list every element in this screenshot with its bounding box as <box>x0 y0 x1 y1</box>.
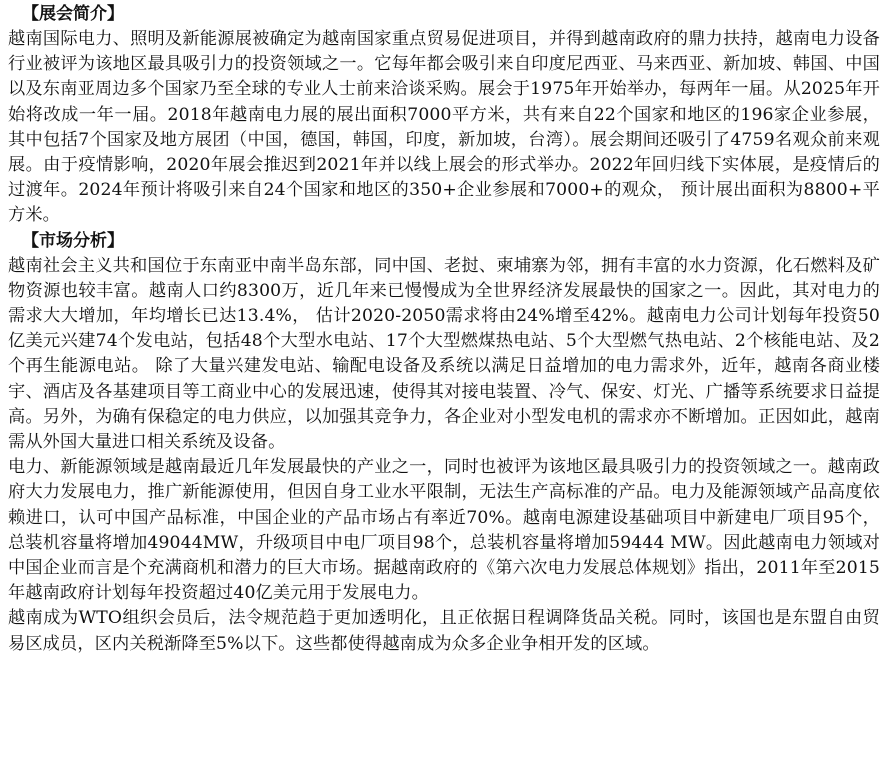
paragraph-exhibition-intro: 越南国际电力、照明及新能源展被确定为越南国家重点贸易促进项目，并得到越南政府的鼎力扶持，越南电力设备行业被评为该地区最具吸引力的投资领域之一。它每年都会吸引来自印度尼西亚、马来西亚、新加坡、韩国、中国以及东南亚周边多个国家乃至全球的专业人士前来洽谈采购。展会于1975年开始举办，每两年一届。从2025年开始将改成一年一届。2018年越南电力展的展出面积7000平方米，共有来自22个国家和地区的196家企业参展，其中包括7个国家及地方展团（中国，德国，韩国，印度，新加坡，台湾）。展会期间还吸引了4759名观众前来观展。由于疫情影响，2020年展会推迟到2021年并以线上展会的形式举办。2022年回归线下实体展，是疫情后的过渡年。2024年预计将吸引来自24个国家和地区的350+企业参展和7000+的观众， 预计展出面积为8800+平方米。 <box>8 29 880 226</box>
paragraph-wto-trade: 越南成为WTO组织会员后，法令规范趋于更加透明化，且正依据日程调降货品关税。同时，该国也是东盟自由贸易区成员，区内关税渐降至5%以下。这些都使得越南成为众多企业争相开发的区域。 <box>8 608 880 654</box>
section-heading-exhibition-intro: 【展会简介】 <box>22 4 124 24</box>
document <box>8 2 880 657</box>
section-heading-market-analysis: 【市场分析】 <box>22 230 124 251</box>
paragraph-market-overview: 越南社会主义共和国位于东南亚中南半岛东部，同中国、老挝、柬埔寨为邻，拥有丰富的水力资源，化石燃料及矿物资源也较丰富。越南人口约8300万，近几年来已慢慢成为全世界经济发展最快的国家之一。因此，其对电力的需求大大增加，年均增长已达13.4%， 估计2020-2050需求将由24%增至42%。越南电力公司计划每年投资50亿美元兴建74个发电站，包括48个大型水电站、17个大型燃煤热电站、5个大型燃气热电站、2个核能电站、及2个再生能源电站。 除了大量兴建发电站、输配电设备及系统以满足日益增加的电力需求外，近年，越南各商业楼宇、酒店及各基建项目等工商业中心的发展迅速，使得其对接电装置、冷气、保安、灯光、广播等系统要求日益提高。另外，为确有保稳定的电力供应，以加强其竞争力，各企业对小型发电机的需求亦不断增加。正因如此，越南需从外国大量进口相关系统及设备。 <box>8 255 880 453</box>
paragraph-power-sector: 电力、新能源领域是越南最近几年发展最快的产业之一，同时也被评为该地区最具吸引力的投资领域之一。越南政府大力发展电力，推广新能源使用，但因自身工业水平限制，无法生产高标准的产品。电力及能源领域产品高度依赖进口，认可中国产品标准，中国企业的产品市场占有率近70%。越南电源建设基础项目中新建电厂项目95个，总装机容量将增加49044MW，升级项目中电厂项目98个，总装机容量将增加59444 MW。因此越南电力领域对中国企业而言是个充满商机和潜力的巨大市场。据越南政府的《第六次电力发展总体规划》指出，2011年至2015年越南政府计划每年投资超过40亿美元用于发展电力。 <box>8 457 880 604</box>
